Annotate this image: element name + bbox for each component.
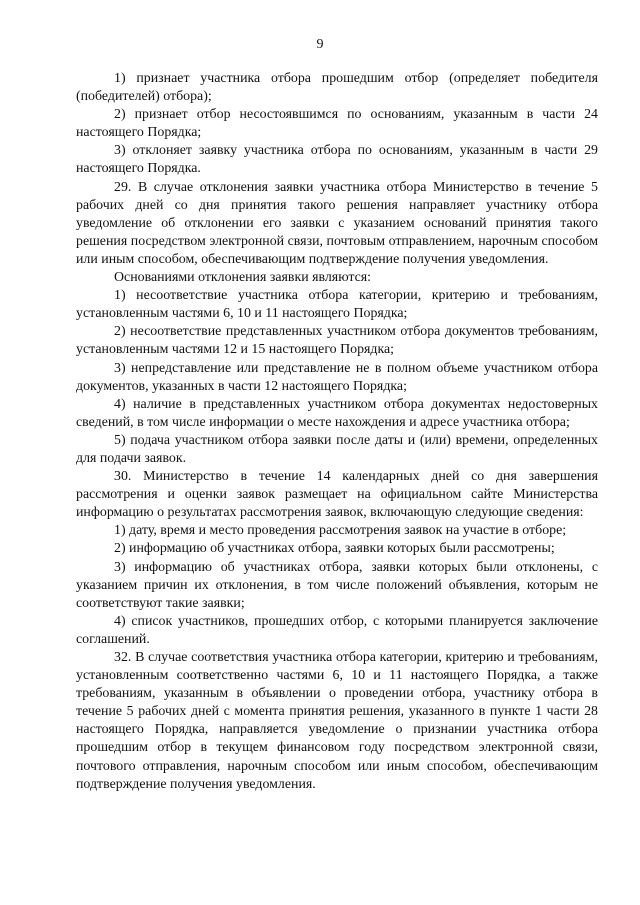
paragraph-ground-5: 5) подача участником отбора заявки после даты и (или) времени, определенных для подачи заявок. bbox=[76, 432, 598, 466]
paragraph-section-30: 30. Министерство в течение 14 календарных дней со дня завершения рассмотрения и оценки заявок размещает на официальном сайте Министерства информацию о результатах рассмотрения заявок, включающую следующие сведения: bbox=[76, 469, 598, 521]
paragraph-item-3-reject-application: 3) отклоняет заявку участника отбора по основаниям, указанным в части 29 настоящего Порядка. bbox=[76, 143, 598, 177]
page-number: 9 bbox=[316, 37, 324, 52]
paragraph-ground-3: 3) непредставление или представление не в полном объеме участником отбора документов, указанных в части 12 настоящего Порядка; bbox=[76, 360, 598, 394]
paragraph-item-1-recognize-winner: 1) признает участника отбора прошедшим отбор (определяет победителя (победителей) отбора); bbox=[76, 71, 598, 105]
paragraph-info-3: 3) информацию об участниках отбора, заявки которых были отклонены, с указанием причин их отклонения, в том числе положений объявления, которым не соответствуют такие заявки; bbox=[76, 559, 598, 611]
paragraph-rejection-grounds-intro: Основаниями отклонения заявки являются: bbox=[114, 270, 372, 286]
paragraph-section-32: 32. В случае соответствия участника отбора категории, критерию и требованиям, установленным соответственно частями 6, 10 и 11 настоящего Порядка, а также требованиям, указанным в объявлении о проведении отбора, участнику отбора в течение 5 рабочих дней с момента принятия решения, указанного в пункте 1 части 28 настоящего Порядка, направляется уведомление о признании участника отбора прошедшим отбор в текущем финансовом году посредством электронной связи, почтового отправления, нарочным способом или иным способом, обеспечивающим подтверждение получения уведомления. bbox=[76, 650, 598, 792]
paragraph-info-1: 1) дату, время и место проведения рассмотрения заявок на участие в отборе; bbox=[114, 523, 567, 539]
document-body bbox=[76, 70, 598, 794]
paragraph-ground-1: 1) несоответствие участника отбора категории, критерию и требованиям, установленным частями 6, 10 и 11 настоящего Порядка; bbox=[76, 288, 598, 322]
paragraph-section-29: 29. В случае отклонения заявки участника отбора Министерство в течение 5 рабочих дней со дня принятия такого решения направляет участнику отбора уведомление об отклонении его заявки с указанием оснований принятия такого решения посредством электронной связи, почтовым отправлением, нарочным способом или иным способом, обеспечивающим подтверждение получения уведомления. bbox=[76, 179, 598, 267]
paragraph-info-4: 4) список участников, прошедших отбор, с которыми планируется заключение соглашений. bbox=[76, 613, 598, 647]
paragraph-info-2: 2) информацию об участниках отбора, заявки которых были рассмотрены; bbox=[114, 541, 555, 557]
paragraph-item-2-selection-failed: 2) признает отбор несостоявшимся по основаниям, указанным в части 24 настоящего Порядка; bbox=[76, 107, 598, 141]
paragraph-ground-4: 4) наличие в представленных участником отбора документах недостоверных сведений, в том числе информации о месте нахождения и адресе участника отбора; bbox=[76, 396, 598, 430]
paragraph-ground-2: 2) несоответствие представленных участником отбора документов требованиям, установленным частями 12 и 15 настоящего Порядка; bbox=[76, 324, 598, 358]
